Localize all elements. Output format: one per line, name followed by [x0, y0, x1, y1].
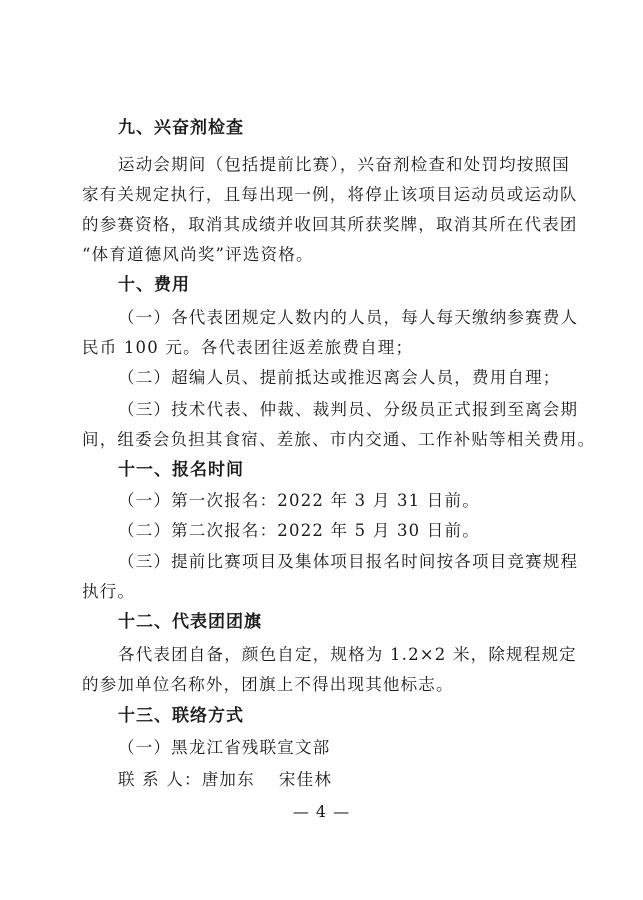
- section-9-text-line: 的参赛资格，取消其成绩并收回其所获奖牌，取消其所在代表团: [82, 215, 578, 234]
- section-13-text-line: 联 系 人：唐加东 宋佳林: [118, 770, 333, 789]
- section-12-text-line: 的参加单位名称外，团旗上不得出现其他标志。: [82, 675, 454, 694]
- section-11-text-line: （二）第二次报名：2022 年 5 月 30 日前。: [118, 521, 480, 540]
- section-11-heading: 十一、报名时间: [118, 460, 244, 480]
- section-12-text-line: 各代表团自备，颜色自定，规格为 1.2×2 米，除规程规定: [118, 645, 577, 664]
- section-9-text-line: 家有关规定执行，且每出现一例，将停止该项目运动员或运动队: [82, 185, 578, 204]
- section-10-text-line: （三）技术代表、仲裁、裁判员、分级员正式报到至离会期: [118, 400, 579, 419]
- section-11-text-line: （三）提前比赛项目及集体项目报名时间按各项目竞赛规程: [118, 552, 579, 571]
- page-number: — 4 —: [292, 802, 351, 821]
- section-9-text-line: 运动会期间（包括提前比赛），兴奋剂检查和处罚均按照国: [118, 155, 570, 174]
- section-10-text-line: （一）各代表团规定人数内的人员，每人每天缴纳参赛费人: [118, 308, 579, 327]
- section-11-text-line: （一）第一次报名：2022 年 3 月 31 日前。: [118, 491, 480, 510]
- section-9-text-line: “体育道德风尚奖”评选资格。: [82, 245, 314, 264]
- section-13-text-line: （一）黑龙江省残联宣文部: [118, 738, 331, 757]
- section-10-text-line: 民币 100 元。各代表团往返差旅费自理；: [82, 338, 414, 357]
- section-10-heading: 十、费用: [118, 275, 190, 295]
- section-10-text-line: 间，组委会负担其食宿、差旅、市内交通、工作补贴等相关费用。: [82, 430, 596, 449]
- section-9-heading: 九、兴奋剂检查: [118, 118, 244, 138]
- section-13-heading: 十三、联络方式: [118, 706, 244, 726]
- section-10-text-line: （二）超编人员、提前抵达或推迟离会人员，费用自理；: [118, 368, 561, 387]
- section-11-text-line: 执行。: [82, 582, 136, 601]
- section-12-heading: 十二、代表团团旗: [118, 612, 262, 632]
